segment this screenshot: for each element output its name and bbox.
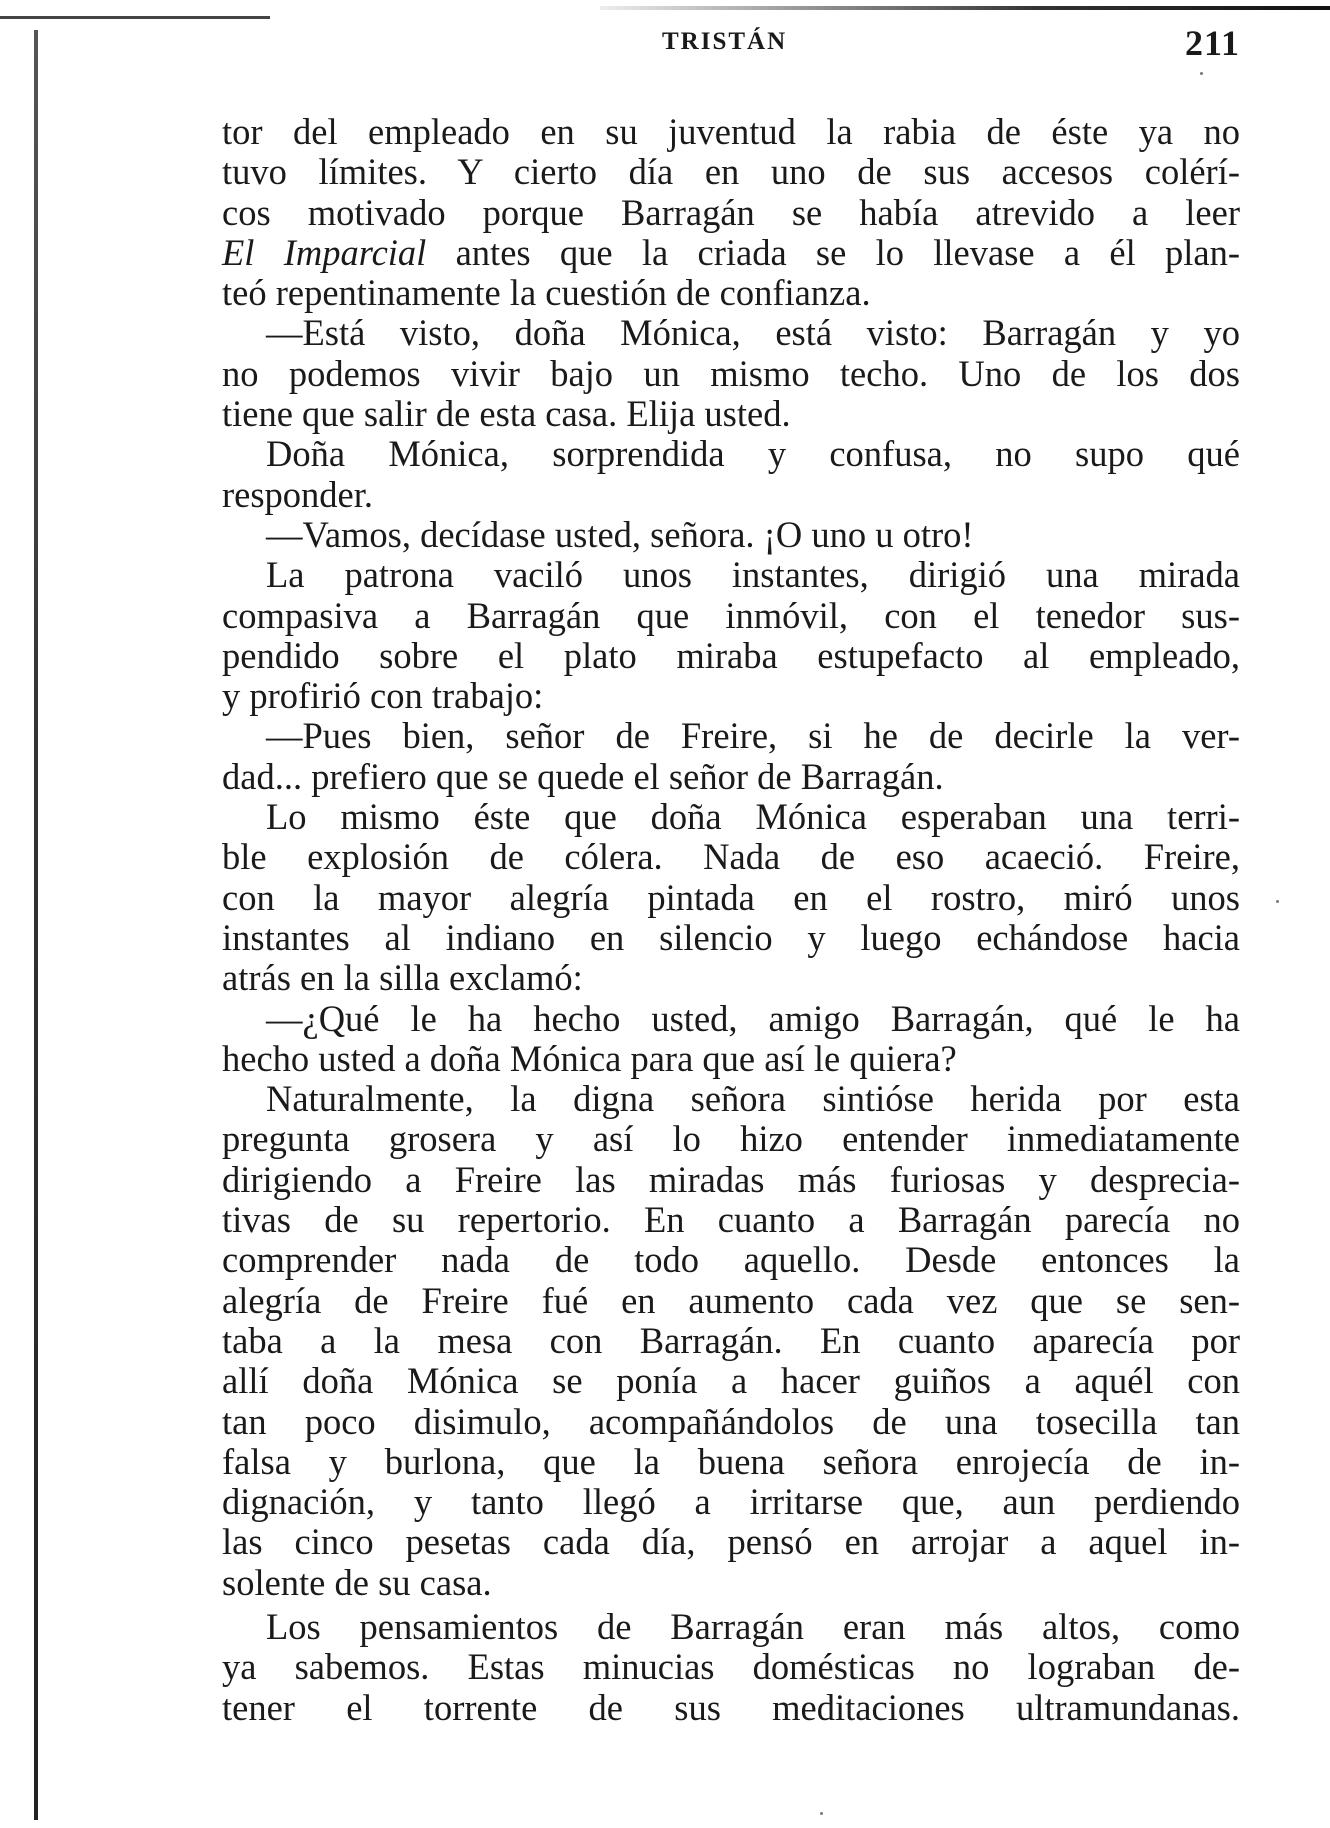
text-line xyxy=(222,1281,1240,1321)
text-line xyxy=(222,394,1240,434)
text-line xyxy=(222,878,1240,918)
line-text: tuvo límites. Y cierto día en uno de sus accesos colérí- xyxy=(222,151,1240,193)
text-line xyxy=(222,1402,1240,1442)
line-text: dad... prefiero que se quede el señor de Barragán. xyxy=(222,755,944,797)
line-text: —Vamos, decídase usted, señora. ¡O uno u otro! xyxy=(266,513,974,555)
text-line xyxy=(222,434,1240,474)
text-line xyxy=(222,1482,1240,1522)
text-line xyxy=(222,958,1240,998)
text-line xyxy=(222,1200,1240,1240)
page-number: 211 xyxy=(1184,23,1240,63)
scan-speck xyxy=(1200,72,1203,75)
text-line xyxy=(222,475,1240,515)
italic-title: El Imparcial xyxy=(222,231,427,273)
text-line xyxy=(222,676,1240,716)
line-text: dignación, y tanto llegó a irritarse que, aun perdiendo xyxy=(222,1481,1240,1523)
line-text: allí doña Mónica se ponía a hacer guiños a aquél con xyxy=(222,1360,1240,1402)
line-text: con la mayor alegría pintada en el rostro, miró unos xyxy=(222,876,1240,918)
text-line xyxy=(222,636,1240,676)
line-text: pregunta grosera y así lo hizo entender inmediatamente xyxy=(222,1118,1240,1160)
scan-speck xyxy=(1276,900,1279,903)
text-line xyxy=(222,837,1240,877)
text-line xyxy=(222,233,1240,273)
text-line xyxy=(222,596,1240,636)
line-text: compasiva a Barragán que inmóvil, con el tenedor sus- xyxy=(222,594,1240,636)
line-text: antes que la criada se lo llevase a él plan- xyxy=(426,231,1240,273)
line-text: ble explosión de cólera. Nada de eso acaeció. Freire, xyxy=(222,836,1240,878)
line-text: Doña Mónica, sorprendida y confusa, no supo qué xyxy=(266,433,1240,475)
line-text: falsa y burlona, que la buena señora enrojecía de in- xyxy=(222,1440,1240,1482)
line-text: las cinco pesetas cada día, pensó en arrojar a aquel in- xyxy=(222,1521,1240,1563)
running-title: TRISTÁN xyxy=(662,28,788,55)
line-text: Los pensamientos de Barragán eran más altos, como xyxy=(266,1605,1240,1647)
line-text: cos motivado porque Barragán se había atrevido a leer xyxy=(222,191,1240,233)
line-text: ya sabemos. Estas minucias domésticas no lograban de- xyxy=(222,1646,1240,1688)
line-text: y profirió con trabajo: xyxy=(222,675,544,717)
line-text: —Está visto, doña Mónica, está visto: Barragán y yo xyxy=(266,312,1240,354)
text-line xyxy=(222,918,1240,958)
text-line xyxy=(222,797,1240,837)
text-line xyxy=(222,1522,1240,1562)
line-text: tor del empleado en su juventud la rabia de éste ya no xyxy=(222,111,1240,152)
text-line xyxy=(222,1607,1240,1647)
text-line xyxy=(222,1688,1240,1728)
line-text: instantes al indiano en silencio y luego echándose hacia xyxy=(222,916,1240,958)
line-text: dirigiendo a Freire las miradas más furiosas y desprecia- xyxy=(222,1158,1240,1200)
line-text: pendido sobre el plato miraba estupefacto al empleado, xyxy=(222,634,1240,676)
line-text: La patrona vaciló unos instantes, dirigió una mirada xyxy=(266,554,1240,596)
line-text: Lo mismo éste que doña Mónica esperaban una terri- xyxy=(266,796,1240,838)
line-text: solente de su casa. xyxy=(222,1561,492,1603)
text-line xyxy=(222,1039,1240,1079)
line-text: hecho usted a doña Mónica para que así le quiera? xyxy=(222,1037,957,1079)
text-line xyxy=(222,354,1240,394)
line-text: alegría de Freire fué en aumento cada vez que se sen- xyxy=(222,1279,1240,1321)
line-text: responder. xyxy=(222,473,374,515)
line-text: teó repentinamente la cuestión de confianza. xyxy=(222,272,871,314)
text-line xyxy=(222,1321,1240,1361)
text-line xyxy=(222,515,1240,555)
text-line xyxy=(222,1647,1240,1687)
text-line xyxy=(222,757,1240,797)
page-binding-edge xyxy=(34,30,38,1820)
line-text: tan poco disimulo, acompañándolos de una tosecilla tan xyxy=(222,1400,1240,1442)
text-line xyxy=(222,313,1240,353)
text-line xyxy=(222,1563,1240,1603)
text-line xyxy=(222,716,1240,756)
line-text: —Pues bien, señor de Freire, si he de decirle la ver- xyxy=(266,715,1240,757)
text-line xyxy=(222,152,1240,192)
scan-top-rule-left xyxy=(0,16,270,19)
line-text: tivas de su repertorio. En cuanto a Barragán parecía no xyxy=(222,1199,1240,1241)
text-line xyxy=(222,555,1240,595)
line-text: no podemos vivir bajo un mismo techo. Uno de los dos xyxy=(222,352,1240,394)
text-line xyxy=(222,193,1240,233)
text-line xyxy=(222,1361,1240,1401)
scan-top-rule-right xyxy=(600,6,1330,10)
line-text: tener el torrente de sus meditaciones ultramundanas. xyxy=(222,1686,1240,1728)
line-text: comprender nada de todo aquello. Desde entonces la xyxy=(222,1239,1240,1281)
line-text: —¿Qué le ha hecho usted, amigo Barragán, qué le ha xyxy=(266,997,1240,1039)
line-text: tiene que salir de esta casa. Elija usted. xyxy=(222,393,791,435)
line-text: atrás en la silla exclamó: xyxy=(222,957,583,999)
line-text: taba a la mesa con Barragán. En cuanto aparecía por xyxy=(222,1319,1240,1361)
text-line xyxy=(222,1442,1240,1482)
text-line xyxy=(222,1160,1240,1200)
body-text xyxy=(222,112,1240,1728)
text-line xyxy=(222,1079,1240,1119)
running-head xyxy=(222,22,1240,62)
scan-speck xyxy=(820,1812,823,1815)
line-text: Naturalmente, la digna señora sintióse herida por esta xyxy=(266,1078,1240,1120)
text-line xyxy=(222,273,1240,313)
text-line xyxy=(222,1119,1240,1159)
text-line xyxy=(222,112,1240,152)
text-line xyxy=(222,999,1240,1039)
text-line xyxy=(222,1240,1240,1280)
